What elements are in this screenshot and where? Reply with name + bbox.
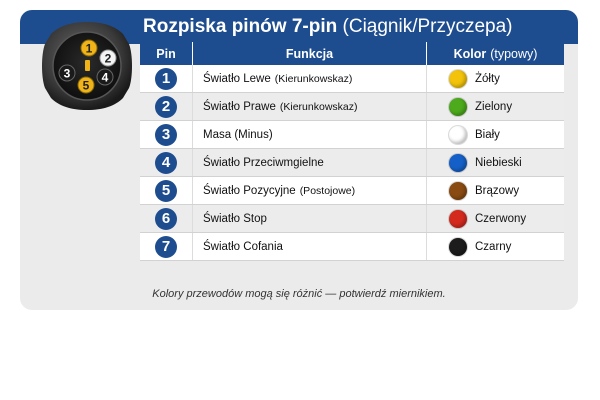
pin-3-label: 3: [63, 66, 71, 81]
pin-cell: [140, 93, 192, 120]
function-cell: [192, 93, 427, 120]
function-sub-label: (Postojowe): [299, 184, 356, 197]
function-label: Światło Cofania: [203, 240, 283, 253]
color-cell: [427, 149, 564, 176]
wire-color-swatch-icon: [449, 210, 467, 228]
function-label: Światło Pozycyjne: [203, 184, 296, 197]
table-row: [140, 233, 564, 261]
page-title: [143, 15, 513, 39]
table-row: [140, 205, 564, 233]
table-row: [140, 65, 564, 93]
header-color-sub: (typowy): [490, 46, 538, 61]
pin-cell: [140, 65, 192, 92]
wire-color-swatch-icon: [449, 126, 467, 144]
color-label: Niebieski: [475, 156, 522, 169]
function-label: Światło Stop: [203, 212, 267, 225]
table-row: [140, 149, 564, 177]
function-cell: [192, 149, 427, 176]
color-label: Biały: [475, 128, 500, 141]
function-cell: [192, 65, 427, 92]
table-row: [140, 121, 564, 149]
pinout-table-grid: [140, 42, 564, 261]
table-row: [140, 93, 564, 121]
function-label: Światło Lewe: [203, 72, 271, 85]
color-label: Żółty: [475, 72, 500, 85]
pin-number-badge: 7: [155, 236, 177, 258]
header-color: [427, 42, 564, 65]
title-main: Rozpiska pinów 7-pin: [143, 16, 338, 37]
color-cell: [427, 65, 564, 92]
title-paren: (Ciągnik/Przyczepa): [342, 16, 513, 37]
function-label: Światło Prawe: [203, 100, 276, 113]
footnote: Kolory przewodów mogą się różnić — potwierdź miernikiem.: [152, 288, 446, 300]
pin-4-label: 4: [101, 70, 109, 85]
header-pin: Pin: [156, 46, 176, 61]
pin-cell: [140, 205, 192, 232]
function-sub-label: (Kierunkowskaz): [279, 100, 358, 113]
function-cell: [192, 121, 427, 148]
function-cell: [192, 233, 427, 260]
wire-color-swatch-icon: [449, 98, 467, 116]
color-cell: [427, 233, 564, 260]
pin-number-badge: 2: [155, 96, 177, 118]
pin-cell: [140, 149, 192, 176]
wire-color-swatch-icon: [449, 154, 467, 172]
pin-number-badge: 4: [155, 152, 177, 174]
pin-number-badge: 5: [155, 180, 177, 202]
pin-number-badge: 1: [155, 68, 177, 90]
color-label: Zielony: [475, 100, 513, 113]
pin-cell: [140, 177, 192, 204]
pin-5-label: 5: [82, 78, 90, 93]
center-contact: [85, 60, 90, 71]
color-cell: [427, 205, 564, 232]
color-label: Czarny: [475, 240, 512, 253]
header-function: Funkcja: [192, 42, 427, 65]
function-label: Światło Przeciwmgielne: [203, 156, 324, 169]
table-row: [140, 177, 564, 205]
function-cell: [192, 205, 427, 232]
pin-number-badge: 6: [155, 208, 177, 230]
table-body: [140, 65, 564, 261]
pin-2-label: 2: [104, 51, 112, 66]
color-label: Czerwony: [475, 212, 527, 225]
function-sub-label: (Kierunkowskaz): [274, 72, 353, 85]
pin-cell: [140, 233, 192, 260]
pin-number-badge: 3: [155, 124, 177, 146]
color-cell: [427, 121, 564, 148]
header-color-label: Kolor: [453, 46, 487, 61]
table-header-row: [140, 42, 564, 65]
pin-cell: [140, 121, 192, 148]
color-cell: [427, 177, 564, 204]
function-label: Masa (Minus): [203, 128, 273, 141]
wire-color-swatch-icon: [449, 238, 467, 256]
color-cell: [427, 93, 564, 120]
color-label: Brązowy: [475, 184, 520, 197]
connector-socket-icon: [41, 20, 133, 112]
function-cell: [192, 177, 427, 204]
wire-color-swatch-icon: [449, 182, 467, 200]
pin-1-label: 1: [85, 41, 93, 56]
wire-color-swatch-icon: [449, 70, 467, 88]
